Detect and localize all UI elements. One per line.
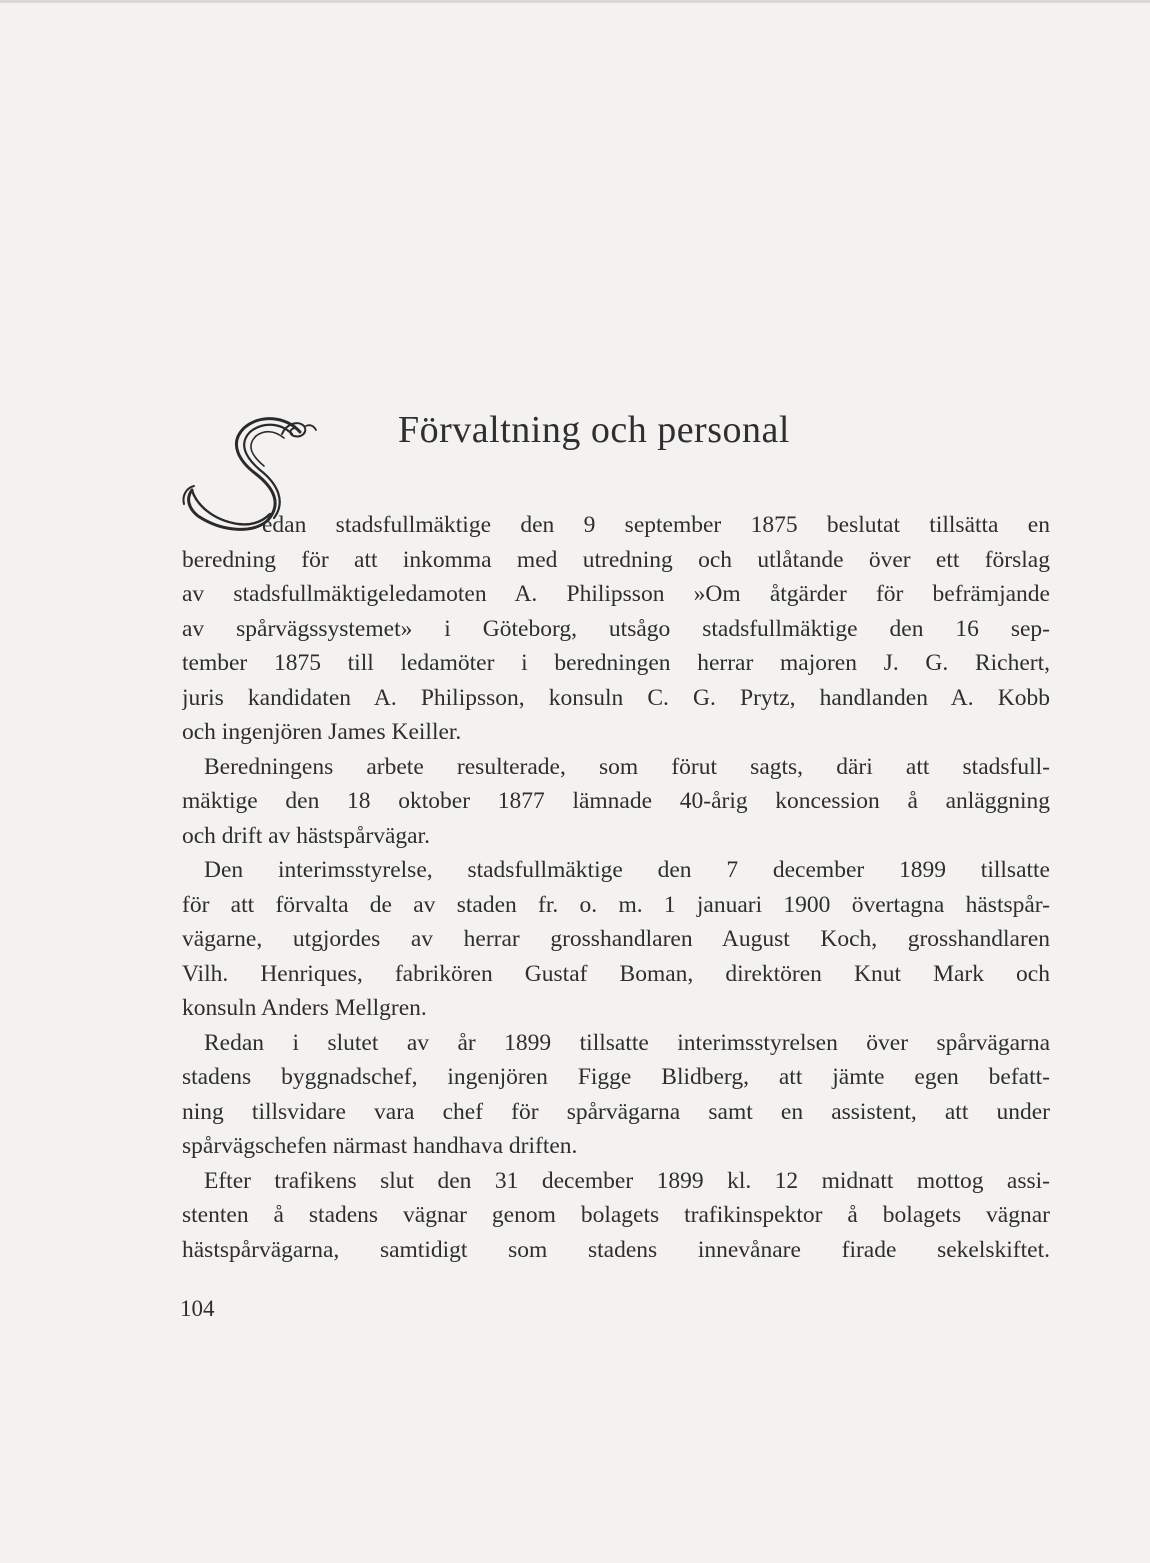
paragraph-line: Redan i slutet av år 1899 tillsatte interimsstyrelsen över spårvägarna <box>204 1029 1050 1056</box>
paragraph-line: spårvägschefen närmast handhava driften. <box>182 1133 578 1159</box>
paragraph-line: beredning för att inkomma med utredning och utlåtande över ett förslag <box>182 546 1050 573</box>
page-top-edge <box>0 0 1150 3</box>
paragraph-line: edan stadsfullmäktige den 9 september 1875 beslutat tillsätta en <box>262 512 1050 538</box>
paragraph-line: tember 1875 till ledamöter i beredningen herrar majoren J. G. Richert, <box>182 650 1050 676</box>
paragraph-line: juris kandidaten A. Philipsson, konsuln C. G. Prytz, handlanden A. Kobb <box>182 684 1050 711</box>
paragraph-line: för att förvalta de av staden fr. o. m. 1 januari 1900 övertagna hästspår- <box>182 891 1050 918</box>
paragraph-line: konsuln Anders Mellgren. <box>182 995 427 1021</box>
paragraph-line: och ingenjören James Keiller. <box>182 719 462 745</box>
paragraph-line: stadens byggnadschef, ingenjören Figge Blidberg, att jämte egen befatt- <box>182 1064 1050 1090</box>
paragraph-line: Beredningens arbete resulterade, som förut sagts, däri att stadsfull- <box>204 753 1050 780</box>
body-text <box>182 508 1050 1267</box>
paragraph-line: Efter trafikens slut den 31 december 1899 kl. 12 midnatt mottog assi- <box>204 1167 1050 1194</box>
chapter-title: Förvaltning och personal <box>398 409 790 451</box>
paragraph-line: och drift av hästspårvägar. <box>182 822 430 849</box>
paragraph-line: mäktige den 18 oktober 1877 lämnade 40-årig koncession å anläggning <box>182 788 1050 814</box>
paragraph-line: Vilh. Henriques, fabrikören Gustaf Boman, direktören Knut Mark och <box>182 960 1050 987</box>
paragraph-line: av spårvägssystemet» i Göteborg, utsågo stadsfullmäktige den 16 sep- <box>182 615 1050 642</box>
page-number: 104 <box>180 1296 215 1321</box>
paragraph-line: hästspårvägarna, samtidigt som stadens innevånare firade sekelskiftet. <box>182 1236 1050 1263</box>
paragraph-line: Den interimsstyrelse, stadsfullmäktige den 7 december 1899 tillsatte <box>204 857 1050 883</box>
paragraph-line: av stadsfullmäktigeledamoten A. Philipsson »Om åtgärder för befrämjande <box>182 581 1050 607</box>
paragraph-line: ning tillsvidare vara chef för spårvägarna samt en assistent, att under <box>182 1098 1050 1125</box>
paragraph-line: stenten å stadens vägnar genom bolagets trafikinspektor å bolagets vägnar <box>182 1202 1050 1228</box>
paragraph-line: vägarne, utgjordes av herrar grosshandlaren August Koch, grosshandlaren <box>182 926 1050 952</box>
